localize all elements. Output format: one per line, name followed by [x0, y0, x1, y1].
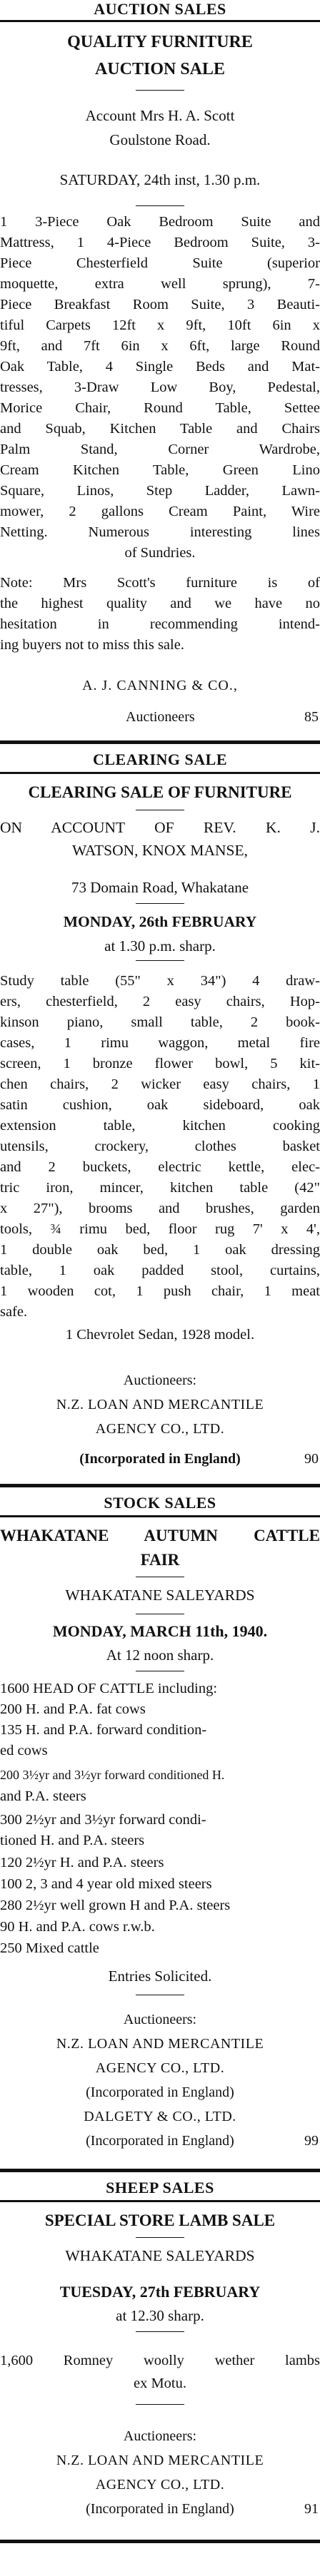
sheep-ref: 91	[304, 2501, 319, 2517]
sheep-auctioneers-label: Auctioneers:	[123, 2428, 197, 2444]
clearing-body-line: table, 1 oak padded stool, curtains,	[0, 1263, 320, 1278]
stock-line: 280 2½yr well grown H and P.A. steers	[0, 1898, 231, 1913]
sheep-title-rule	[136, 2237, 184, 2238]
sheep-lines-rule	[136, 2404, 184, 2405]
sheep-bottom-rule	[0, 2540, 320, 2543]
auction-body-line: Piece Breakfast Room Suite, 3 Beauti-	[0, 297, 320, 312]
auction-note-line: the highest quality and we have no	[0, 596, 320, 611]
auction-header-rule	[0, 20, 320, 22]
clearing-body-line: chen chairs, 2 wicker easy chairs, 1	[0, 1076, 320, 1092]
stock-firm-4: DALGETY & CO., LTD.	[84, 2109, 236, 2124]
clearing-title: CLEARING SALE OF FURNITURE	[28, 783, 292, 801]
auction-account: Account Mrs H. A. Scott	[85, 107, 235, 124]
clearing-date-1: MONDAY, 26th FEBRUARY	[63, 913, 257, 930]
sheep-date-1: TUESDAY, 27th FEBRUARY	[59, 2283, 261, 2301]
stock-header-rule	[0, 1515, 320, 1517]
clearing-body-line: utensils, crockery, clothes basket	[0, 1139, 320, 1154]
clearing-body-line: cases, 1 rimu waggon, metal fire	[0, 1035, 320, 1051]
clearing-body-line: 1 wooden cot, 1 push chair, 1 meat	[0, 1283, 320, 1299]
auction-body-line: Morice Chair, Round Table, Settee	[0, 400, 320, 416]
auction-body-line: Oak Table, 4 Single Beds and Mat-	[0, 359, 320, 375]
stock-line: and P.A. steers	[0, 1788, 86, 1804]
auction-body-line: 9ft, and 7ft 6in x 6ft, large Round	[0, 338, 320, 354]
auction-body-line: 1 3-Piece Oak Bedroom Suite and	[0, 214, 320, 230]
auction-header: AUCTION SALES	[94, 0, 226, 18]
stock-title-1: WHAKATANE AUTUMN CATTLE	[0, 1527, 320, 1544]
auction-note-line: Note: Mrs Scott's furniture is of	[0, 575, 320, 591]
stock-line: 200 3½yr and 3½yr forward conditioned H.	[0, 1768, 225, 1782]
sheep-firm-3: (Incorporated in England)	[86, 2501, 234, 2517]
auction-body-line: tiful Carpets 12ft x 9ft, 10ft 6in x	[0, 317, 320, 333]
clearing-date-2: at 1.30 p.m. sharp.	[104, 937, 216, 954]
auction-date: SATURDAY, 24th inst, 1.30 p.m.	[59, 171, 261, 188]
stock-line: tioned H. and P.A. steers	[0, 1833, 145, 1848]
stock-line: 200 H. and P.A. fat cows	[0, 1701, 146, 1717]
stock-line: 1600 HEAD OF CATTLE including:	[0, 1681, 218, 1696]
auction-body-line: Square, Linos, Step Ladder, Lawn-	[0, 483, 320, 499]
stock-firm-2: AGENCY CO., LTD.	[95, 2060, 225, 2076]
clearing-body-line: x 27"), brooms and brushes, garden	[0, 1201, 320, 1216]
stock-date-2: At 12 noon sharp.	[106, 1646, 214, 1664]
clearing-ref: 90	[304, 1451, 319, 1467]
sheep-date-rule	[136, 2331, 184, 2332]
stock-line: 90 H. and P.A. cows r.w.b.	[0, 1919, 155, 1935]
stock-header: STOCK SALES	[104, 1494, 216, 1512]
auction-ref: 85	[304, 709, 319, 725]
sheep-line: ex Motu.	[133, 2376, 187, 2391]
sheep-header: SHEEP SALES	[106, 2179, 214, 2196]
clearing-header-rule	[0, 772, 320, 774]
clearing-address-rule	[136, 903, 184, 904]
sheep-top-rule	[0, 2169, 320, 2172]
clearing-body-line: 1 double oak bed, 1 oak dressing	[0, 1242, 320, 1258]
clearing-body-line: ers, chesterfield, 2 easy chairs, Hop-	[0, 994, 320, 1009]
clearing-body-line: kinson piano, small table, 2 book-	[0, 1014, 320, 1030]
clearing-body-line: tric iron, mincer, kitchen table (42"	[0, 1180, 320, 1196]
stock-firm-5: (Incorporated in England)	[86, 2133, 234, 2149]
stock-line: 300 2½yr and 3½yr forward condi-	[0, 1812, 206, 1828]
auction-body-line: Mattress, 1 4-Piece Bedroom Suite, 3-	[0, 235, 320, 250]
sheep-venue: WHAKATANE SALEYARDS	[65, 2247, 255, 2264]
auction-body-line: of Sundries.	[124, 545, 196, 561]
auction-body-line: Netting. Numerous interesting lines	[0, 524, 320, 540]
clearing-body-line: tools, ¾ rimu bed, floor rug 7' x 4',	[0, 1221, 320, 1237]
stock-entries: Entries Solicited.	[108, 1967, 212, 1985]
clearing-body-line: safe.	[0, 1304, 28, 1320]
stock-date-1: MONDAY, MARCH 11th, 1940.	[52, 1622, 268, 1640]
stock-auctioneers-label: Auctioneers:	[123, 2012, 197, 2027]
auction-body-line: Palm Stand, Corner Wardrobe,	[0, 442, 320, 457]
auction-note-line: hesitation in recommending intend-	[0, 616, 320, 632]
auction-title-2: AUCTION SALE	[94, 60, 226, 78]
clearing-sedan: 1 Chevrolet Sedan, 1928 model.	[65, 1327, 255, 1343]
auction-body-line: and Squab, Kitchen Table and Chairs	[0, 421, 320, 437]
sheep-firm-2: AGENCY CO., LTD.	[95, 2477, 225, 2493]
stock-venue: WHAKATANE SALEYARDS	[65, 1587, 255, 1604]
sheep-date-2: at 12.30 sharp.	[116, 2307, 204, 2324]
clearing-firm-1: N.Z. LOAN AND MERCANTILE	[56, 1397, 264, 1412]
clearing-date-rule	[136, 960, 184, 961]
sheep-header-rule	[0, 2200, 320, 2202]
stock-firm-1: N.Z. LOAN AND MERCANTILE	[56, 2036, 264, 2052]
clearing-account-1: ON ACCOUNT OF REV. K. J.	[0, 819, 320, 836]
clearing-body-line: Study table (55" x 34") 4 draw-	[0, 973, 320, 989]
auction-title-rule	[136, 90, 184, 91]
auction-title-1: QUALITY FURNITURE	[67, 33, 253, 51]
clearing-body-line: screen, 1 bronze flower bowl, 5 kit-	[0, 1056, 320, 1071]
sheep-title: SPECIAL STORE LAMB SALE	[44, 2211, 276, 2229]
sheep-line: 1,600 Romney woolly wether lambs	[0, 2353, 320, 2368]
stock-title-2: FAIR	[140, 1551, 180, 1569]
clearing-top-rule	[0, 740, 320, 744]
clearing-body-line: satin cushion, oak sideboard, oak	[0, 1097, 320, 1113]
clearing-account-2: WATSON, KNOX MANSE,	[71, 842, 249, 859]
clearing-auctioneers-label: Auctioneers:	[123, 1373, 197, 1388]
stock-line: 100 2, 3 and 4 year old mixed steers	[0, 1876, 212, 1892]
clearing-header: CLEARING SALE	[92, 750, 228, 768]
clearing-body-line: and 2 buckets, electric kettle, elec-	[0, 1159, 320, 1175]
stock-firm-3: (Incorporated in England)	[86, 2084, 234, 2100]
clearing-address: 73 Domain Road, Whakatane	[71, 879, 249, 896]
sheep-firm-1: N.Z. LOAN AND MERCANTILE	[56, 2453, 264, 2468]
stock-line: ed cows	[0, 1743, 48, 1758]
clearing-firm-3: (Incorporated in England)	[79, 1451, 241, 1467]
auction-date-rule	[136, 205, 184, 206]
auction-body-line: mower, 2 gallons Cream Paint, Wire	[0, 504, 320, 519]
stock-line: 135 H. and P.A. forward condition-	[0, 1722, 207, 1738]
stock-top-rule	[0, 1484, 320, 1487]
clearing-firm-2: AGENCY CO., LTD.	[95, 1421, 225, 1437]
auction-body-line: tresses, 3-Draw Low Boy, Pedestal,	[0, 380, 320, 395]
auction-body-line: Piece Chesterfield Suite (superior	[0, 255, 320, 271]
auction-firm: A. J. CANNING & CO.,	[82, 678, 238, 693]
auction-role: Auctioneers	[126, 709, 195, 725]
auction-body-line: Cream Kitchen Table, Green Lino	[0, 462, 320, 478]
stock-ref: 99	[304, 2133, 319, 2149]
stock-line: 120 2½yr H. and P.A. steers	[0, 1855, 164, 1870]
auction-note-line: ing buyers not to miss this sale.	[0, 637, 184, 653]
auction-body-line: moquette, extra well sprung), 7-	[0, 276, 320, 292]
auction-address: Goulstone Road.	[109, 131, 211, 148]
clearing-body-line: extension table, kitchen cooking	[0, 1118, 320, 1134]
stock-line: 250 Mixed cattle	[0, 1940, 99, 1956]
